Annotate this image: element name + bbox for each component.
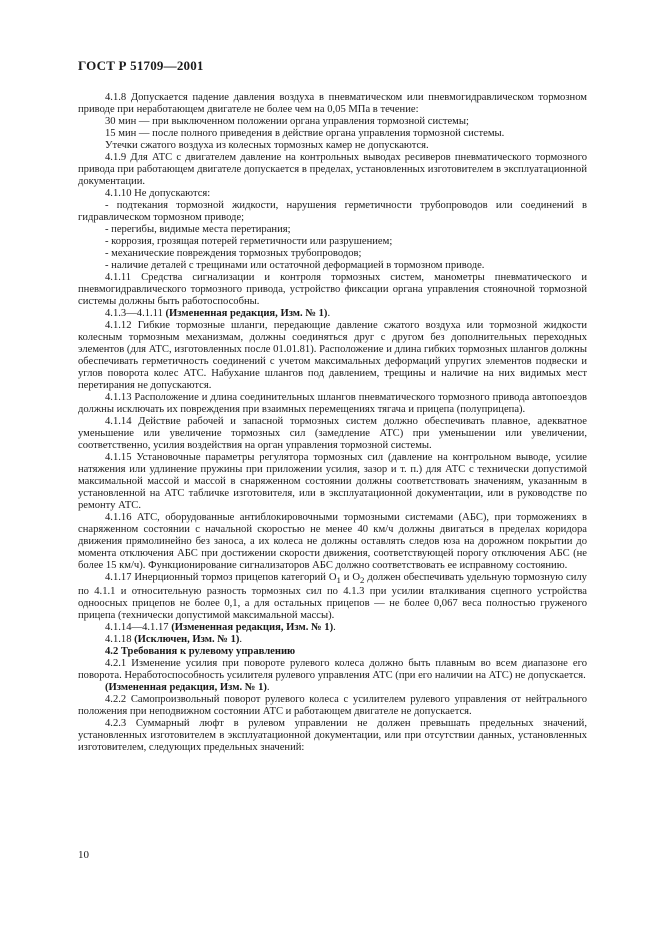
subscript: 2 bbox=[360, 575, 365, 586]
clause-item: Утечки сжатого воздуха из колесных тормозных камер не допускаются. bbox=[105, 140, 429, 151]
list-item: - коррозия, грозящая потерей герметичности или разрушением; bbox=[105, 236, 393, 247]
amendment-suffix: . bbox=[239, 634, 243, 646]
list-item: - подтекания тормозной жидкости, нарушения герметичности трубопроводов или соединений в гидравлическом тормозном приводе; bbox=[78, 200, 587, 223]
page-number: 10 bbox=[78, 849, 89, 861]
clause-4-1-10: 4.1.10 Не допускаются: bbox=[105, 188, 211, 199]
clause-4-1-9: 4.1.9 Для АТС с двигателем давление на контрольных выводах ресиверов пневматического тормозного привода при работающем двигателе допускается в пределах, установленных изготовителем в эксплуатационной документации. bbox=[78, 152, 587, 187]
amendment-note bbox=[78, 634, 587, 646]
document-body bbox=[78, 92, 587, 754]
clause-4-1-13: 4.1.13 Расположение и длина соединительных шлангов пневматического тормозного привода автопоездов должны исключать их повреждения при взаимных перемещениях тягача и прицепа (полуприцепа). bbox=[78, 392, 587, 415]
amendment-prefix: 4.1.18 bbox=[105, 634, 135, 646]
list-item: - перегибы, видимые места перетирания; bbox=[105, 224, 291, 235]
clause-item: 30 мин — при выключенном положении органа управления тормозной системы; bbox=[105, 116, 469, 127]
clause-4-1-8: 4.1.8 Допускается падение давления воздуха в пневматическом или пневмогидравлическом тормозном приводе при неработающем двигателе не более чем на 0,05 МПа в течение: bbox=[78, 92, 587, 115]
amendment-bold: (Измененная редакция, Изм. № 1) bbox=[165, 308, 328, 319]
amendment-prefix: 4.1.14—4.1.17 bbox=[105, 622, 172, 634]
section-heading-4-2: 4.2 Требования к рулевому управлению bbox=[105, 646, 296, 658]
list-item: - механические повреждения тормозных трубопроводов; bbox=[105, 248, 362, 259]
list-item: - наличие деталей с трещинами или остаточной деформацией в тормозном приводе. bbox=[105, 260, 485, 271]
amendment-suffix: . bbox=[266, 682, 270, 694]
clause-4-2-1: 4.2.1 Изменение усилия при повороте рулевого колеса должно быть плавным во всем диапазоне его поворота. Неработоспособность усилителя рулевого управления АТС (при его наличии на АТС) не допускается. bbox=[78, 658, 587, 682]
amendment-prefix: 4.1.3—4.1.11 bbox=[105, 308, 166, 319]
amendment-note bbox=[78, 682, 587, 694]
clause-4-1-15: 4.1.15 Установочные параметры регулятора тормозных сил (давление на контрольном выводе, усилие натяжения или удлинение пружины при приложении усилия, зазор и т. п.) для АТС с технически допустимой максимальной массой и массой в снаряженном состоянии должны соответствовать значениям, указанным в установленной на АТС табличке изготовителя, или в эксплуатационной документации, или в руководстве по ремонту АТС. bbox=[78, 452, 587, 511]
page-header-title: ГОСТ Р 51709—2001 bbox=[78, 58, 204, 73]
clause-4-2-2: 4.2.2 Самопроизвольный поворот рулевого колеса с усилителем рулевого управления от нейтрального положения при неподвижном состоянии АТС и работающем двигателе не допускается. bbox=[78, 694, 587, 718]
clause-4-2-3: 4.2.3 Суммарный люфт в рулевом управлении не должен превышать предельных значений, установленных изготовителем в эксплуатационной документации, или при отсутствии данных, установленных изготовителем, следующих предельных значений: bbox=[78, 718, 587, 754]
clause-item: 15 мин — после полного приведения в действие органа управления тормозной системы. bbox=[105, 128, 505, 139]
amendment-note bbox=[78, 622, 587, 634]
amendment-note bbox=[78, 308, 587, 320]
clause-4-1-17 bbox=[78, 572, 587, 622]
amendment-bold: (Исключен, Изм. № 1) bbox=[134, 634, 240, 646]
clause-text: и O bbox=[340, 572, 361, 583]
subscript: 1 bbox=[336, 575, 341, 586]
clause-text: 4.1.17 Инерционный тормоз прицепов категорий O bbox=[105, 572, 337, 583]
amendment-bold: (Измененная редакция, Изм. № 1) bbox=[171, 622, 334, 634]
clause-4-1-14: 4.1.14 Действие рабочей и запасной тормозных систем должно обеспечивать плавное, адекватное уменьшение или увеличение тормозных сил (замедление АТС) при уменьшении или увеличении, соответственно, усилия воздействия на орган управления тормозной системы. bbox=[78, 416, 587, 451]
clause-text: должен обеспечивать удельную тормозную силу по 4.1.1 и относительную разность тормозных сил по 4.1.3 при усилии вталкивания сцепного устройства одноосных прицепов не более 0,1, а для остальных прицепов — не более 0,067 веса полностью груженого прицепа (технически допустимой максимальной массы). bbox=[78, 572, 587, 622]
amendment-bold: (Измененная редакция, Изм. № 1) bbox=[105, 682, 267, 694]
clause-4-1-16: 4.1.16 АТС, оборудованные антиблокировочными тормозными системами (АБС), при торможениях в снаряженном состоянии с начальной скоростью не менее 40 км/ч должны двигаться в пределах коридора движения прямолинейно без заноса, а их колеса не должны оставлять следов юза на дорожном покрытии до момента отключения АБС при достижении скорости движения, соответствующей порогу отключения АБС (не более 15 км/ч). Функционирование сигнализаторов АБС должно соответствовать ее исправному состоянию. bbox=[78, 512, 587, 571]
clause-4-1-11: 4.1.11 Средства сигнализации и контроля тормозных систем, манометры пневматического и пневмогидравлического тормозного привода, устройство фиксации органа управления стояночной тормозной системы должны быть работоспособны. bbox=[78, 272, 587, 307]
amendment-suffix: . bbox=[327, 308, 331, 319]
amendment-suffix: . bbox=[333, 622, 336, 634]
clause-4-1-12: 4.1.12 Гибкие тормозные шланги, передающие давление сжатого воздуха или тормозной жидкости колесным тормозным механизмам, должны соединяться друг с другом без дополнительных переходных элементов (для АТС, изготовленных после 01.01.81). Расположение и длина гибких тормозных шлангов должны обеспечивать герметичность соединений с учетом максимальных деформаций упругих элементов подвески и углов поворота колес АТС. Набухание шлангов под давлением, трещины и наличие на них видимых мест перетирания не допускаются. bbox=[78, 320, 587, 391]
